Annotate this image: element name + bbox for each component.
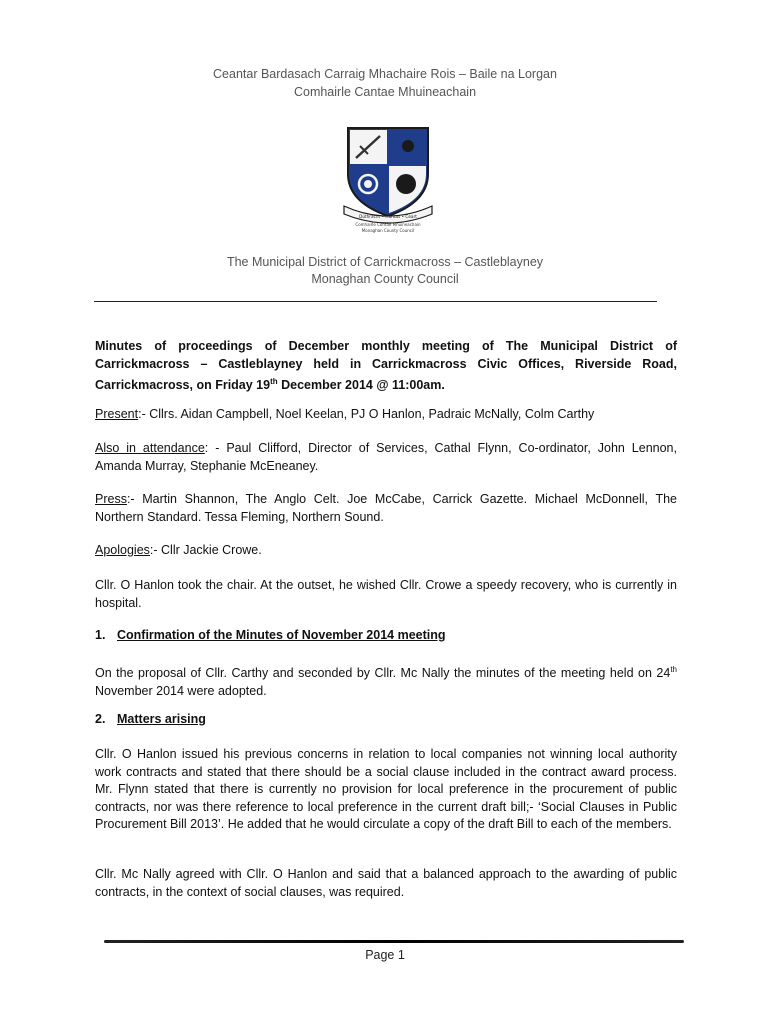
- present-label: Present: [95, 407, 139, 421]
- county-council-title: Monaghan County Council: [311, 272, 459, 286]
- press-label: Press: [95, 492, 127, 506]
- apologies-label: Apologies: [95, 543, 150, 557]
- crest-caption-irish: Comhairle Contae Mhuineachain: [355, 222, 421, 227]
- header-divider: [94, 301, 657, 302]
- section-2-paragraph-1: Cllr. O Hanlon issued his previous concerns in relation to local companies not winning local authority work contracts and stated that there should be a social clause included in the contract award process. Mr. Flynn stated that there is currently no provision for local preference in the procurement of public contracts, nor was there reference to local preference in the current draft bill;- ‘Social Clauses in Public Procurement Bill 2013’. He added that he would circulate a copy of the draft Bill to each of the members.: [95, 747, 677, 831]
- section-2-heading: 2. Matters arising: [95, 712, 206, 726]
- minutes-intro: Minutes of proceedings of December monthly meeting of The Municipal District of Carrickmacross – Castleblayney held in Carrickmacross Civic Offices, Riverside Road, Carrickmacross, on Friday 19th December 2014 @ 11:00am.: [95, 339, 677, 393]
- district-title: The Municipal District of Carrickmacross – Castleblayney: [226, 255, 544, 269]
- apologies-paragraph: Apologies:- Cllr Jackie Crowe.: [95, 543, 262, 557]
- present-paragraph: Present:- Cllrs. Aidan Campbell, Noel Keelan, PJ O Hanlon, Padraic McNally, Colm Carthy: [95, 407, 595, 421]
- crest-caption-english: Monaghan County Council: [361, 228, 415, 233]
- attendance-paragraph: Also in attendance: - Paul Clifford, Director of Services, Cathal Flynn, Co-ordinator, John Lennon, Amanda Murray, Stephanie McEneaney.: [95, 441, 677, 473]
- lion-head-icon: [396, 174, 416, 194]
- section-2-paragraph-2: Cllr. Mc Nally agreed with Cllr. O Hanlon and said that a balanced approach to the awarding of public contracts, in the context of social clauses, was required.: [95, 867, 677, 899]
- council-crest-logo: [338, 122, 438, 234]
- irish-council-title: Comhairle Cantae Mhuineachain: [293, 85, 477, 99]
- irish-district-title: Ceantar Bardasach Carraig Mhachaire Rois – Baile na Lorgan: [213, 67, 557, 81]
- page-number: Page 1: [365, 948, 405, 962]
- footer-divider: [104, 940, 684, 943]
- crest-motto: Dúthracht • Fiúntas • Ceart: [359, 214, 417, 219]
- bee-icon: [402, 140, 414, 152]
- section-1-text: On the proposal of Cllr. Carthy and seconded by Cllr. Mc Nally the minutes of the meeting held on 24th November 2014 were adopted.: [95, 665, 677, 698]
- attendance-label: Also in attendance: [95, 441, 205, 455]
- section-1-heading: 1. Confirmation of the Minutes of November 2014 meeting: [95, 628, 446, 642]
- press-paragraph: Press:- Martin Shannon, The Anglo Celt. Joe McCabe, Carrick Gazette. Michael McDonnell, The Northern Standard. Tessa Fleming, Northern Sound.: [95, 492, 677, 524]
- chair-paragraph: Cllr. O Hanlon took the chair. At the outset, he wished Cllr. Crowe a speedy recovery, who is currently in hospital.: [95, 578, 677, 610]
